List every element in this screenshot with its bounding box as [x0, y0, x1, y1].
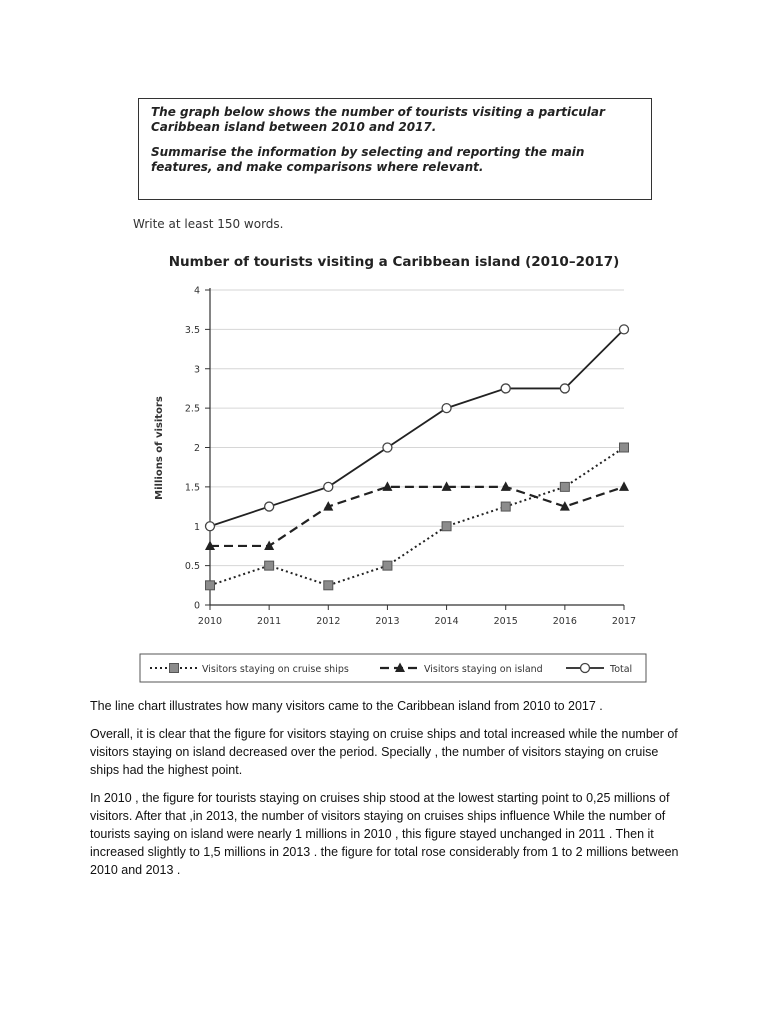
y-tick-label: 3	[193, 364, 200, 376]
tick-labels	[185, 286, 636, 628]
y-tick-label: 3.5	[184, 324, 200, 336]
y-tick-label: 1.5	[184, 482, 200, 494]
data-point-circle	[324, 482, 333, 491]
task-paragraph-2: Summarise the information by selecting and reporting the main features, and make comparisons where relevant.	[151, 145, 585, 174]
essay-paragraph-3: In 2010 , the figure for tourists staying on cruises ship stood at the lowest starting point to 0,25 millions of visitors. After that ,in 2013, the number of visitors staying on cruises ships influence While the number of tourists saying on island were nearly 1 millions in 2010 , this figure stayed unchanged in 2011 . Then it increased slightly to 1,5 millions in 2013 . the figure for total rose considerably from 1 to 2 millions between 2010 and 2013 .	[90, 791, 679, 877]
data-point-triangle	[501, 481, 511, 491]
x-tick-label: 2011	[257, 616, 282, 627]
essay-paragraph-1: The line chart illustrates how many visitors came to the Caribbean island from 2010 to 2017 .	[90, 699, 603, 713]
y-tick-label: 1	[193, 521, 200, 533]
data-point-square	[324, 581, 333, 590]
data-point-circle	[206, 522, 215, 531]
x-tick-label: 2012	[316, 616, 341, 627]
series-line-triangle	[210, 487, 624, 546]
word-count-note: Write at least 150 words.	[133, 217, 284, 231]
data-point-circle	[442, 404, 451, 413]
task-paragraph-1: The graph below shows the number of tourists visiting a particular Caribbean island between 2010 and 2017.	[151, 105, 605, 134]
legend-marker-square	[170, 664, 179, 673]
data-point-square	[560, 482, 569, 491]
data-point-triangle	[619, 481, 629, 491]
y-tick-label: 2	[193, 443, 200, 454]
task-prompt-box	[138, 98, 652, 200]
data-point-square	[620, 443, 629, 452]
data-markers	[205, 325, 629, 590]
y-axis-label: Millions of visitors	[154, 396, 165, 500]
data-point-triangle	[264, 540, 274, 550]
y-tick-label: 2.5	[184, 403, 200, 415]
x-tick-label: 2013	[375, 616, 400, 627]
x-tick-label: 2016	[552, 616, 577, 627]
y-tick-label: 0.5	[184, 561, 200, 573]
x-tick-label: 2015	[493, 616, 518, 627]
x-tick-label: 2017	[611, 616, 637, 627]
line-chart	[0, 240, 768, 690]
data-point-circle	[620, 325, 629, 334]
data-point-square	[206, 581, 215, 590]
x-tick-label: 2010	[197, 616, 223, 627]
data-point-square	[265, 561, 274, 570]
data-point-circle	[501, 384, 510, 393]
essay-text	[90, 697, 690, 889]
legend-label: Total	[610, 664, 633, 675]
data-point-square	[501, 502, 510, 511]
data-point-circle	[560, 384, 569, 393]
legend	[140, 654, 646, 682]
data-point-square	[442, 522, 451, 531]
chart-title: Number of tourists visiting a Caribbean island (2010–2017)	[168, 254, 620, 270]
legend-label: Visitors staying on island	[424, 664, 543, 675]
data-point-circle	[383, 443, 392, 452]
y-tick-label: 0	[193, 600, 200, 612]
y-tick-label: 4	[193, 285, 200, 297]
data-point-square	[383, 561, 392, 570]
legend-label: Visitors staying on cruise ships	[202, 664, 349, 675]
x-tick-label: 2014	[434, 616, 459, 627]
essay-paragraph-2: Overall, it is clear that the figure for visitors staying on cruise ships and total increased while the number of visitors staying on island decreased over the period. Specially , the number of visitors staying on cruise ships had the highest point.	[90, 727, 678, 777]
data-point-circle	[265, 502, 274, 511]
legend-marker-circle	[581, 664, 590, 673]
series-line-circle	[210, 329, 624, 526]
